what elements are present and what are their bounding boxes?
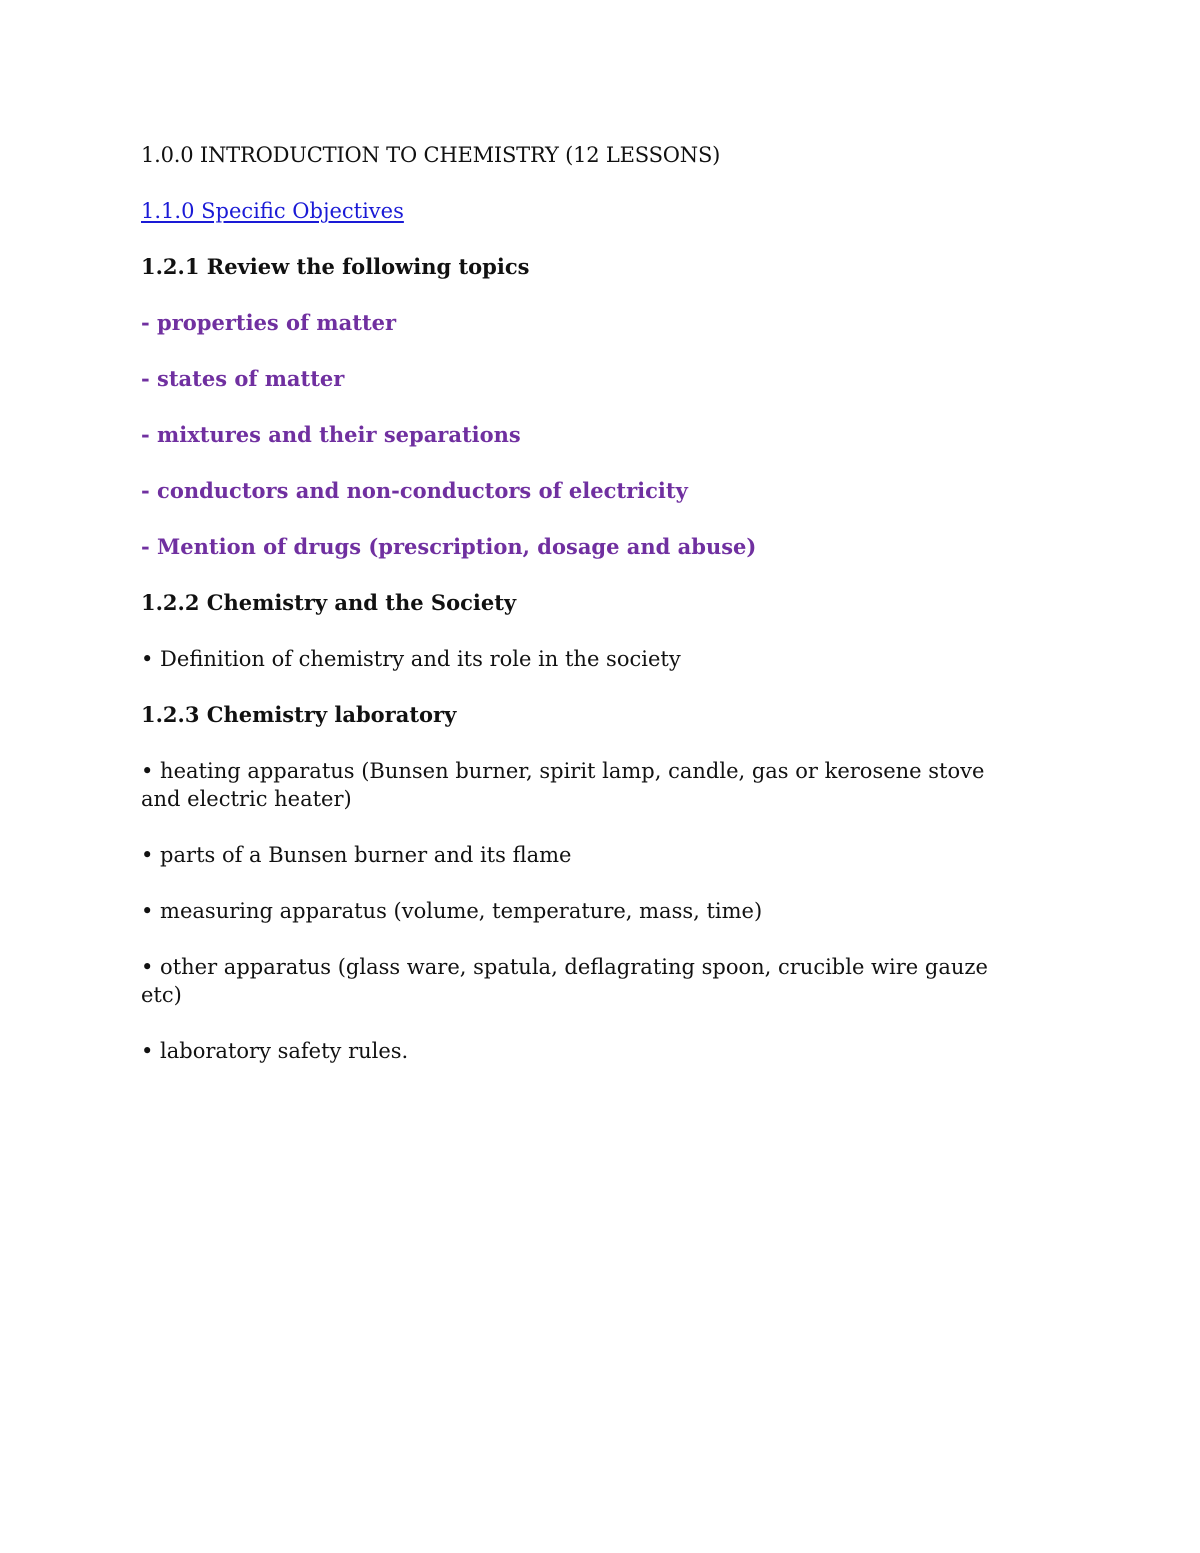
society-item-definition: • Definition of chemistry and its role in the society (141, 647, 681, 671)
review-item-mixtures: - mixtures and their separations (141, 422, 521, 447)
review-item-properties: - properties of matter (141, 310, 397, 335)
review-topics-heading: 1.2.1 Review the following topics (141, 254, 530, 279)
laboratory-heading: 1.2.3 Chemistry laboratory (141, 702, 457, 727)
objectives-link-line (141, 197, 1021, 225)
lab-item-bunsen-parts: • parts of a Bunsen burner and its flame (141, 843, 572, 867)
document-page (141, 141, 1021, 1065)
lab-item-other-apparatus: • other apparatus (glass ware, spatula, deflagrating spoon, crucible wire gauze etc) (141, 955, 988, 1007)
lab-item-safety-rules: • laboratory safety rules. (141, 1039, 409, 1063)
review-item-conductors: - conductors and non-conductors of electricity (141, 478, 688, 503)
lab-item-measuring-apparatus: • measuring apparatus (volume, temperature, mass, time) (141, 899, 763, 923)
specific-objectives-link[interactable]: 1.1.0 Specific Objectives (141, 199, 404, 223)
document-title: 1.0.0 INTRODUCTION TO CHEMISTRY (12 LESSONS) (141, 143, 721, 167)
review-item-drugs: - Mention of drugs (prescription, dosage and abuse) (141, 534, 757, 559)
society-heading: 1.2.2 Chemistry and the Society (141, 590, 517, 615)
review-item-states: - states of matter (141, 366, 345, 391)
lab-item-heating-apparatus: • heating apparatus (Bunsen burner, spirit lamp, candle, gas or kerosene stove and electric heater) (141, 759, 985, 811)
